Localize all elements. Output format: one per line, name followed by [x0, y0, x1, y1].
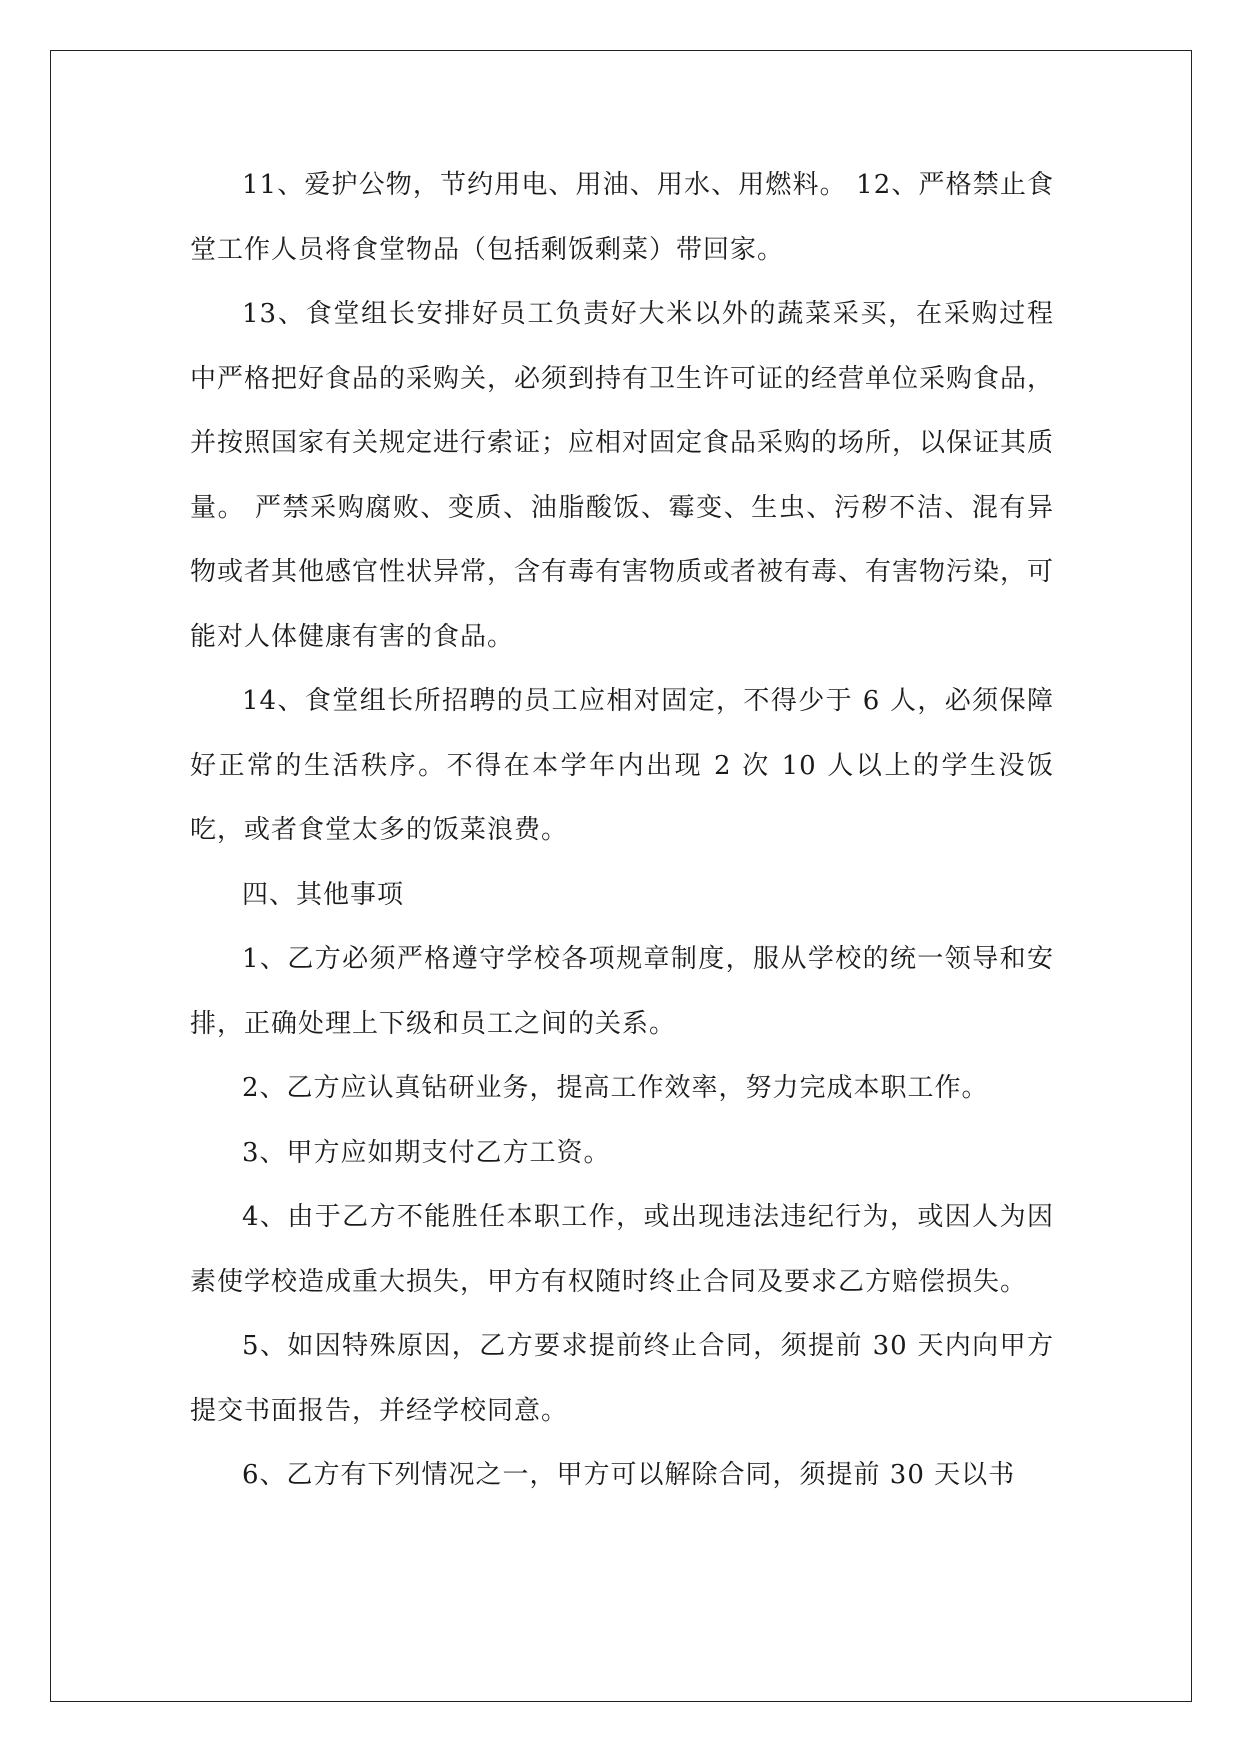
paragraph-item-11-12: 11、爱护公物，节约用电、用油、用水、用燃料。 12、严格禁止食堂工作人员将食堂物品（包括剩饭剩菜）带回家。	[190, 170, 1054, 265]
paragraph-item-1: 1、乙方必须严格遵守学校各项规章制度，服从学校的统一领导和安排，正确处理上下级和员工之间的关系。	[190, 944, 1054, 1039]
paragraph-item-14: 14、食堂组长所招聘的员工应相对固定，不得少于 6 人，必须保障好正常的生活秩序。不得在本学年内出现 2 次 10 人以上的学生没饭吃，或者食堂太多的饭菜浪费。	[190, 686, 1054, 845]
section-heading-other-matters: 四、其他事项	[242, 879, 405, 910]
document-body	[190, 153, 1054, 1508]
paragraph-item-13: 13、食堂组长安排好员工负责好大米以外的蔬菜采买，在采购过程中严格把好食品的采购关，必须到持有卫生许可证的经营单位采购食品，并按照国家有关规定进行索证；应相对固定食品采购的场所，以保证其质量。 严禁采购腐败、变质、油脂酸饭、霉变、生虫、污秽不洁、混有异物或者其他感官性状异常，含有毒有害物质或者被有毒、有害物污染，可能对人体健康有害的食品。	[190, 299, 1055, 652]
paragraph-item-2: 2、乙方应认真钻研业务，提高工作效率，努力完成本职工作。	[242, 1073, 989, 1103]
paragraph-item-6: 6、乙方有下列情况之一，甲方可以解除合同，须提前 30 天以书	[242, 1460, 1016, 1490]
paragraph-item-5: 5、如因特殊原因，乙方要求提前终止合同，须提前 30 天内向甲方提交书面报告，并经学校同意。	[190, 1331, 1054, 1426]
paragraph-item-4: 4、由于乙方不能胜任本职工作，或出现违法违纪行为，或因人为因素使学校造成重大损失，甲方有权随时终止合同及要求乙方赔偿损失。	[190, 1202, 1054, 1297]
paragraph-item-3: 3、甲方应如期支付乙方工资。	[242, 1137, 611, 1168]
